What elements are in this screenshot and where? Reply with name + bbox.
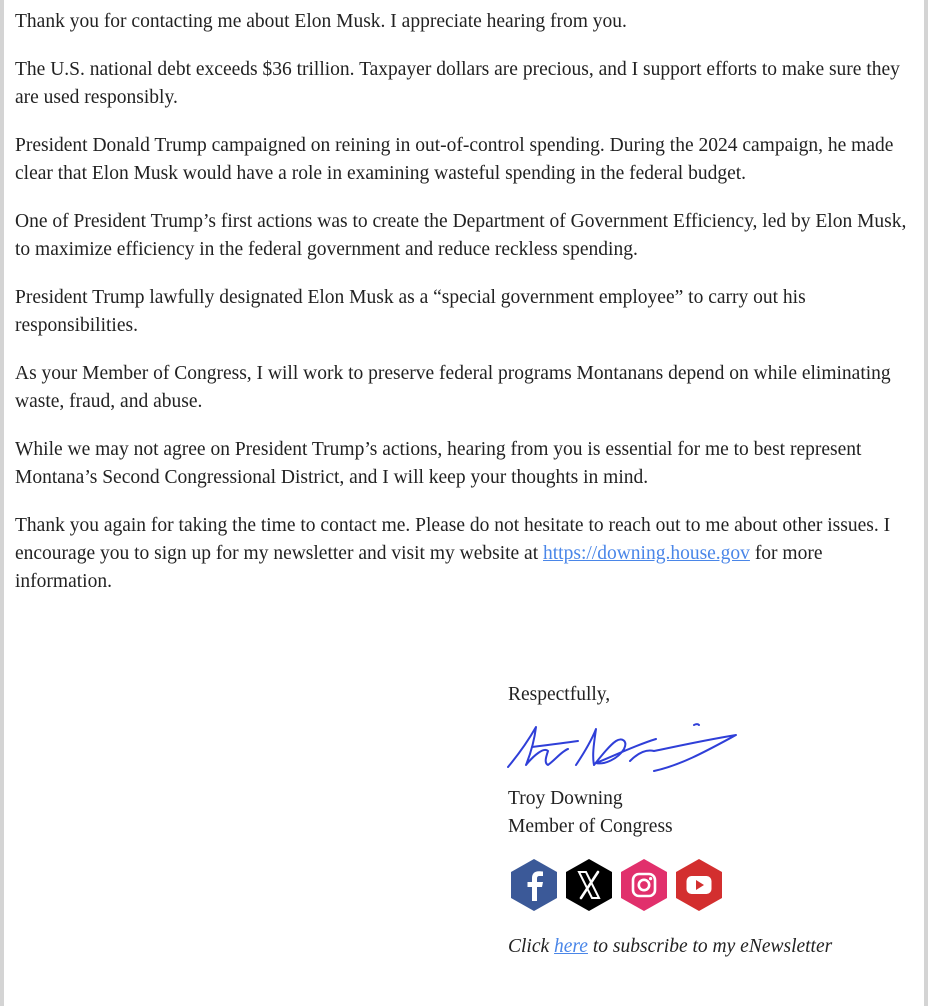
salutation: Respectfully, xyxy=(508,684,611,705)
closing-paragraph xyxy=(15,512,911,596)
facebook-icon[interactable] xyxy=(508,857,560,913)
subscribe-text-before: Click xyxy=(508,936,555,957)
signer-name: Troy Downing xyxy=(508,788,623,809)
instagram-icon[interactable] xyxy=(618,857,670,913)
paragraph-1: Thank you for contacting me about Elon Musk. I appreciate hearing from you. xyxy=(15,11,627,32)
paragraph-2: The U.S. national debt exceeds $36 trillion. Taxpayer dollars are precious, and I support efforts to make sure they are used responsibly. xyxy=(15,59,900,108)
signature xyxy=(504,715,744,773)
signoff-block xyxy=(508,681,928,961)
letter-body xyxy=(15,8,911,616)
closing-text-after-link: for more information. xyxy=(15,543,823,592)
paragraph-3: President Donald Trump campaigned on reining in out-of-control spending. During the 2024 campaign, he made clear that Elon Musk would have a role in examining wasteful spending in the federal budget. xyxy=(15,135,894,184)
x-glyph: X xyxy=(588,890,590,891)
x-icon[interactable] xyxy=(563,857,615,913)
website-link[interactable]: https://downing.house.gov xyxy=(543,543,750,564)
social-icons xyxy=(508,857,928,913)
signer-title: Member of Congress xyxy=(508,816,673,837)
subscribe-text-after: to subscribe to my eNewsletter xyxy=(587,936,833,957)
paragraph-7: While we may not agree on President Trump’s actions, hearing from you is essential for me to best represent Montana’s Second Congressional District, and I will keep your thoughts in mind. xyxy=(15,439,862,488)
subscribe-line xyxy=(508,933,928,961)
subscribe-link[interactable]: here xyxy=(554,936,588,957)
paragraph-6: As your Member of Congress, I will work to preserve federal programs Montanans depend on while eliminating waste, fraud, and abuse. xyxy=(15,363,891,412)
youtube-icon[interactable] xyxy=(673,857,725,913)
closing-text-before-link: Thank you again for taking the time to contact me. Please do not hesitate to reach out to me about other issues. I encourage you to sign up for my newsletter and visit my website at xyxy=(15,515,891,564)
paragraph-4: One of President Trump’s first actions was to create the Department of Government Efficiency, led by Elon Musk, to maximize efficiency in the federal government and reduce reckless spending. xyxy=(15,211,907,260)
paragraph-5: President Trump lawfully designated Elon Musk as a “special government employee” to carry out his responsibilities. xyxy=(15,287,806,336)
